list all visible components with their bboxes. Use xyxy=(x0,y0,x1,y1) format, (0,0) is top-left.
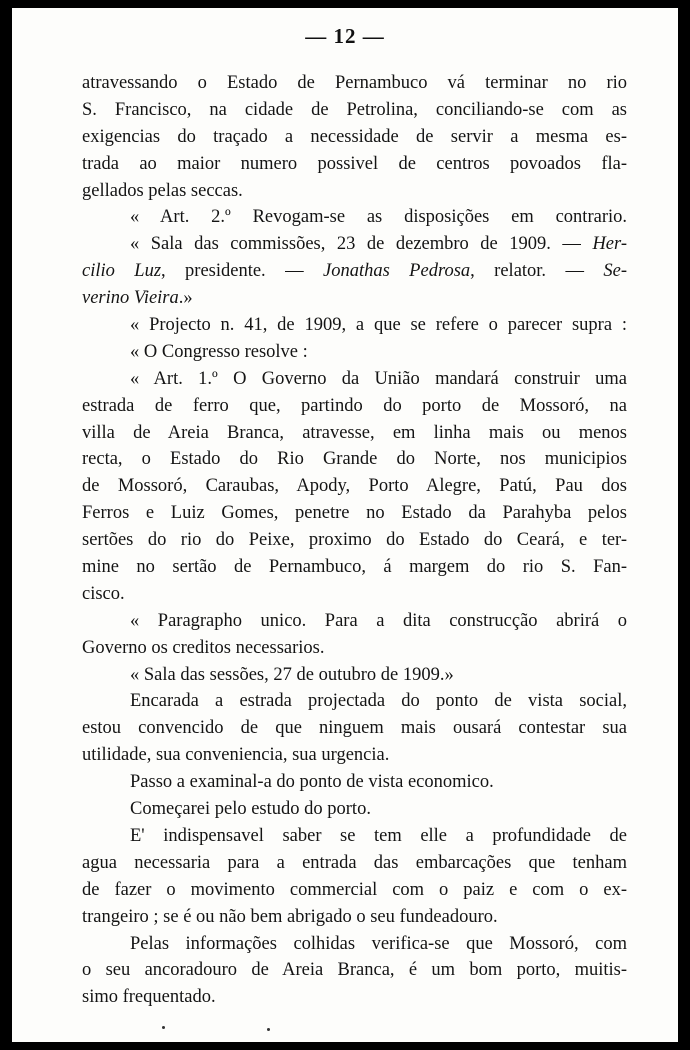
text-run: « Sala das sessões, 27 de outubro de 1909.» xyxy=(130,664,454,685)
text-run: « Art. 2.º Revogam-se as disposições em contrario. xyxy=(130,207,627,228)
text-run: Começarei pelo estudo do porto. xyxy=(130,799,371,820)
text-line xyxy=(82,904,627,931)
text-line xyxy=(82,554,627,581)
text-line xyxy=(82,366,627,393)
text-run: trangeiro ; se é ou não bem abrigado o seu fundeadouro. xyxy=(82,906,498,927)
text-line xyxy=(82,608,627,635)
text-line xyxy=(82,339,627,366)
text-line xyxy=(82,984,627,1011)
text-run: atravessando o Estado de Pernambuco vá terminar no rio xyxy=(82,73,627,93)
text-run: cisco. xyxy=(82,583,125,604)
text-line xyxy=(82,473,627,500)
document-page xyxy=(12,8,678,1042)
text-line xyxy=(82,204,627,231)
text-run: de fazer o movimento commercial com o paiz e com o ex- xyxy=(82,879,627,900)
text-run: « Art. 1.º O Governo da União mandará construir uma xyxy=(130,368,627,389)
text-run: « O Congresso resolve : xyxy=(130,341,308,362)
text-run: utilidade, sua conveniencia, sua urgencia. xyxy=(82,745,390,766)
text-line xyxy=(82,70,627,97)
text-run: E' indispensavel saber se tem elle a profundidade de xyxy=(130,825,627,846)
text-line xyxy=(82,769,627,796)
text-line xyxy=(82,258,627,285)
page-number: — 12 — xyxy=(305,24,385,48)
text-run: « Paragrapho unico. Para a dita construcção abrirá o xyxy=(130,610,627,631)
text-run: o seu ancoradouro de Areia Branca, é um bom porto, muitis- xyxy=(82,960,627,981)
text-line xyxy=(82,500,627,527)
text-run: .» xyxy=(178,288,193,309)
text-line xyxy=(82,231,627,258)
text-run: Encarada a estrada projectada do ponto de vista social, xyxy=(130,691,627,712)
text-run: gellados pelas seccas. xyxy=(82,180,243,201)
text-line xyxy=(82,796,627,823)
text-run: « Sala das commissões, 23 de dezembro de 1909. — xyxy=(130,234,593,255)
text-line xyxy=(82,742,627,769)
text-line xyxy=(82,527,627,554)
text-run: , presidente. — xyxy=(161,261,323,282)
text-run: estou convencido de que ninguem mais ousará contestar sua xyxy=(82,718,627,739)
text-line xyxy=(82,97,627,124)
text-line xyxy=(82,178,627,205)
text-run: Passo a examinal-a do ponto de vista economico. xyxy=(130,772,494,793)
text-line xyxy=(82,312,627,339)
text-run: « Projecto n. 41, de 1909, a que se refere o parecer supra : xyxy=(130,315,627,336)
italic-name: verino Vieira xyxy=(82,288,179,309)
text-line xyxy=(82,688,627,715)
text-line xyxy=(82,957,627,984)
text-line xyxy=(82,124,627,151)
text-run: mine no sertão de Pernambuco, á margem do rio S. Fan- xyxy=(82,557,627,578)
text-line xyxy=(82,446,627,473)
text-run: villa de Areia Branca, atravesse, em linha mais ou menos xyxy=(82,422,627,443)
text-run: trada ao maior numero possivel de centros povoados fla- xyxy=(82,153,627,174)
text-run: Pelas informações colhidas verifica-se que Mossoró, com xyxy=(130,933,627,954)
text-run: , relator. — xyxy=(470,261,604,282)
text-line xyxy=(82,393,627,420)
text-run: Governo os creditos necessarios. xyxy=(82,637,325,658)
text-run: Ferros e Luiz Gomes, penetre no Estado da Parahyba pelos xyxy=(82,503,627,524)
text-line xyxy=(82,285,627,312)
text-line xyxy=(82,581,627,608)
text-line xyxy=(82,877,627,904)
italic-name: Jonathas Pedrosa xyxy=(322,261,471,282)
text-run: sertões do rio do Peixe, proximo do Estado do Ceará, e ter- xyxy=(82,530,627,551)
text-run: de Mossoró, Caraubas, Apody, Porto Alegre, Patú, Pau dos xyxy=(82,476,627,497)
text-line xyxy=(82,715,627,742)
text-run: S. Francisco, na cidade de Petrolina, conciliando-se com as xyxy=(82,99,627,120)
ink-speck xyxy=(162,1026,165,1029)
text-line xyxy=(82,151,627,178)
text-run: exigencias do traçado a necessidade de servir a mesma es- xyxy=(82,126,627,147)
text-run: recta, o Estado do Rio Grande do Norte, nos municipios xyxy=(82,449,627,470)
text-line xyxy=(82,931,627,958)
text-run: agua necessaria para a entrada das embarcações que tenham xyxy=(82,852,627,873)
text-line xyxy=(82,635,627,662)
text-run: estrada de ferro que, partindo do porto de Mossoró, na xyxy=(82,395,627,416)
text-line xyxy=(82,823,627,850)
italic-name: Her- xyxy=(592,234,627,255)
body-text xyxy=(82,70,627,1011)
italic-name: Se- xyxy=(603,261,627,282)
text-line xyxy=(82,420,627,447)
italic-name: cilio Luz xyxy=(82,261,162,282)
ink-speck xyxy=(267,1028,270,1031)
text-line xyxy=(82,662,627,689)
text-line xyxy=(82,850,627,877)
text-run: simo frequentado. xyxy=(82,987,216,1008)
